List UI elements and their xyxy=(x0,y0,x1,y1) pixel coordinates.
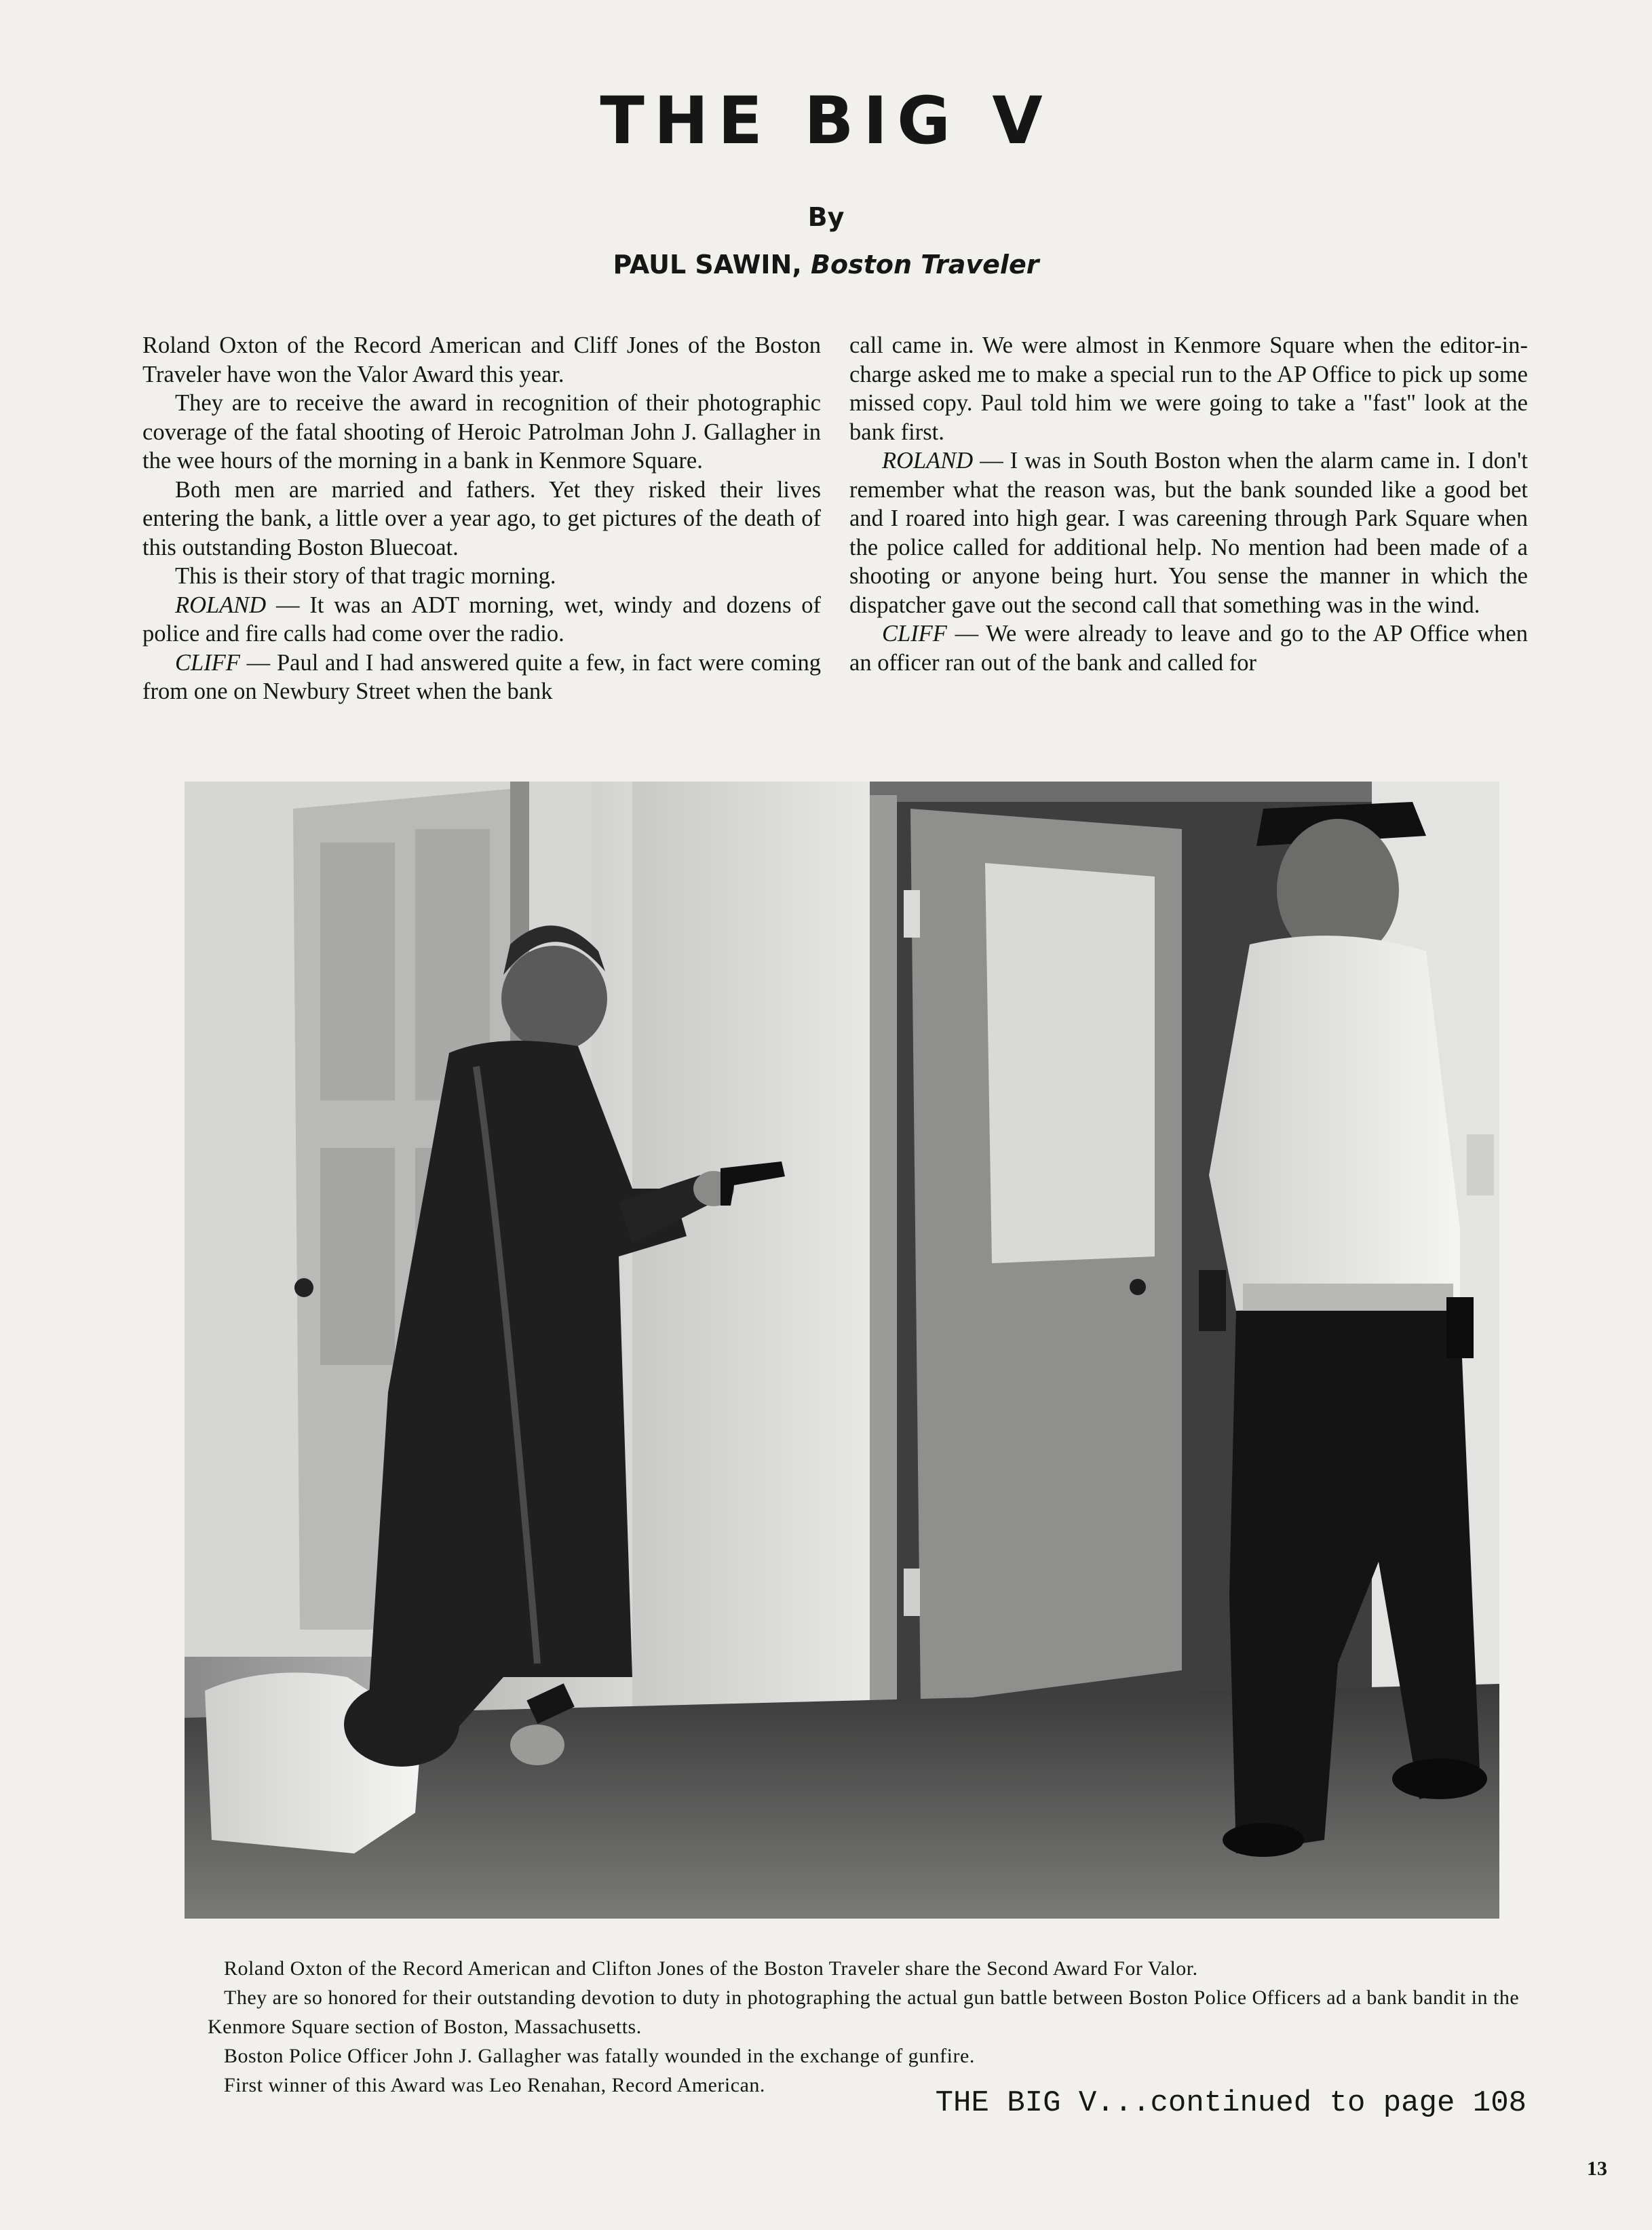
article-title: THE BIG V xyxy=(600,83,1052,159)
paragraph: Both men are married and fathers. Yet they risked their lives entering the bank, a little over a year ago, to get pictures of the death of this outstanding Boston Bluecoat. xyxy=(142,476,821,560)
photograph xyxy=(185,782,1499,1919)
paragraph: call came in. We were almost in Kenmore Square when the editor-in-charge asked me to make a special run to the AP Office to pick up some missed copy. Paul told him we were going to take a "fast" look at the bank first. xyxy=(849,332,1528,445)
photo-caption xyxy=(208,1954,1523,2100)
byline-author xyxy=(0,248,1652,282)
speaker-label: CLIFF xyxy=(882,621,947,647)
paragraph: CLIFF — Paul and I had answered quite a few, in fact were coming from one on Newbury Street when the bank xyxy=(142,649,821,704)
caption-line: Boston Police Officer John J. Gallagher was fatally wounded in the exchange of gunfire. xyxy=(224,2045,975,2067)
speaker-label: CLIFF xyxy=(175,649,240,676)
paragraph: ROLAND — I was in South Boston when the alarm came in. I don't remember what the reason was, but the bank sounded like a good bet and I roared into high gear. I was careening through Park Square when the police called for additional help. No mention had been made of a shooting or anyone being hurt. You sense the manner in which the dispatcher gave out the second call that something was in the wind. xyxy=(849,448,1528,618)
author-name: PAUL SAWIN, xyxy=(613,250,802,280)
caption-line: Roland Oxton of the Record American and Clifton Jones of the Boston Traveler share the Second Award For Valor. xyxy=(224,1957,1198,1980)
caption-line: They are so honored for their outstanding devotion to duty in photographing the actual gun battle between Boston Police Officers ad a bank bandit in the Kenmore Square section of Boston, Massachusetts. xyxy=(208,1986,1520,2038)
paragraph: ROLAND — It was an ADT morning, wet, windy and dozens of police and fire calls had come over the radio. xyxy=(142,592,821,647)
byline-by: By xyxy=(807,202,845,232)
article-column-right xyxy=(849,331,1528,677)
photograph-illustration xyxy=(185,782,1499,1919)
paragraph: This is their story of that tragic morning. xyxy=(175,563,556,589)
article-column-left xyxy=(142,331,821,706)
speaker-label: ROLAND xyxy=(882,448,974,474)
continued-notice: THE BIG V...continued to page 108 xyxy=(935,2086,1526,2120)
caption-line: First winner of this Award was Leo Renahan, Record American. xyxy=(224,2074,765,2096)
paragraph: CLIFF — We were already to leave and go to the AP Office when an officer ran out of the bank and called for xyxy=(849,621,1528,676)
speaker-label: ROLAND xyxy=(175,592,267,618)
paragraph: Roland Oxton of the Record American and Cliff Jones of the Boston Traveler have won the Valor Award this year. xyxy=(142,332,821,387)
author-publication: Boston Traveler xyxy=(811,250,1039,280)
paragraph: They are to receive the award in recognition of their photographic coverage of the fatal shooting of Heroic Patrolman John J. Gallagher in the wee hours of the morning in a bank in Kenmore Square. xyxy=(142,390,821,474)
page-number: 13 xyxy=(1587,2157,1607,2180)
